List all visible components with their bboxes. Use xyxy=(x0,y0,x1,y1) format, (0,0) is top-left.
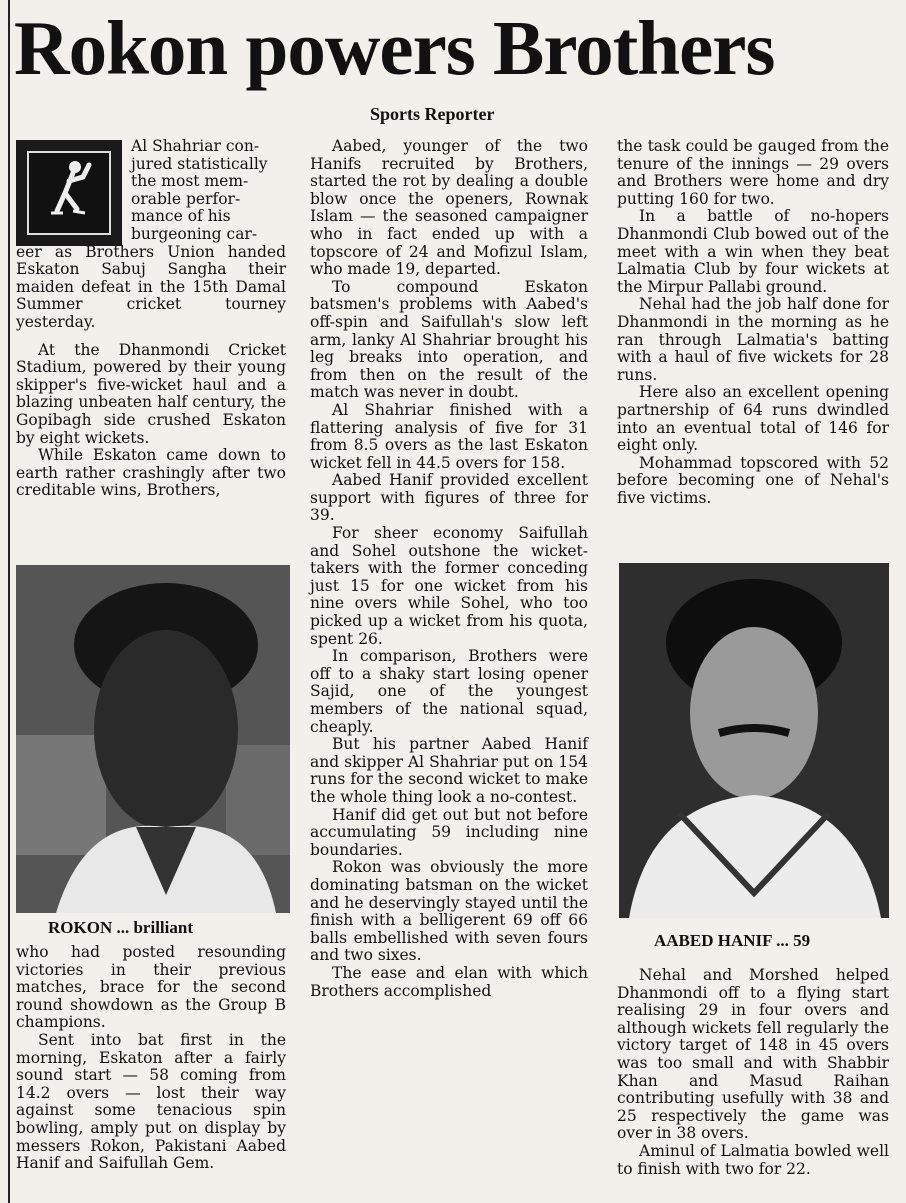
paragraph: eer as Brothers Union handed Eskaton Sabuj Sangha their maiden defeat in the 15th Damal Summer cricket tourney yesterday. xyxy=(16,242,286,331)
paragraph: the task could be gauged from the tenure of the innings — 29 overs and Brothers were home and dry putting 160 for two. xyxy=(617,137,889,208)
column-1-intro xyxy=(16,138,286,500)
photo-caption-aabed: AABED HANIF ... 59 xyxy=(654,931,811,950)
intro-line: orable perfor- xyxy=(131,189,241,208)
paragraph: Mohammad topscored with 52 before becoming one of Nehal's five victims. xyxy=(617,453,889,507)
intro-line: mance of his xyxy=(131,207,231,226)
paragraph: Nehal and Morshed helped Dhanmondi off to a flying start realising 29 in four overs and although wickets fell regularly the victory target of 148 in 45 overs was too small and with Shabbir Khan and Masud Raihan contributing usefully with 38 and 25 respectively the game was over in 38 overs. xyxy=(617,966,889,1143)
paragraph: Aabed Hanif provided excellent support with figures of three for 39. xyxy=(310,471,588,525)
intro-line: jured statistically xyxy=(131,154,268,173)
photo-caption-rokon: ROKON ... brilliant xyxy=(48,918,193,937)
paragraph: At the Dhanmondi Cricket Stadium, powered by their young skipper's five-wicket haul and a blazing unbeaten half century, the Gopibagh side crushed Eskaton by eight wickets. xyxy=(16,340,286,447)
paragraph: While Eskaton came down to earth rather crashingly after two creditable wins, Brothers, xyxy=(16,446,286,500)
paragraph: For sheer economy Saifullah and Sohel outshone the wicket-takers with the former conceding just 15 for one wicket from his nine overs while Sohel, who too picked up a wicket from his quota, spent 26. xyxy=(310,524,588,648)
paragraph: Aminul of Lalmatia bowled well to finish with two for 22. xyxy=(617,1141,889,1178)
rokon-photo xyxy=(16,565,290,913)
column-1-continued xyxy=(16,944,286,1173)
paragraph: In comparison, Brothers were off to a shaky start losing opener Sajid, one of the youngest members of the national squad, cheaply. xyxy=(310,647,588,736)
paragraph: Al Shahriar finished with a flattering analysis of five for 31 from 8.5 overs as the last Eskaton wicket fell in 44.5 overs for 158. xyxy=(310,400,588,472)
column-3-bottom xyxy=(617,967,889,1178)
column-2 xyxy=(310,138,588,1000)
paragraph: In a battle of no-hopers Dhanmondi Club bowed out of the meet with a win when they beat Lalmatia Club by four wickets at the Mirpur Pallabi ground. xyxy=(617,207,889,296)
paragraph: Rokon was obviously the more dominating batsman on the wicket and he deservingly stayed until the finish with a belligerent 69 off 66 balls embellished with seven fours and two sixes. xyxy=(310,858,588,965)
left-column-rule xyxy=(8,0,10,1203)
paragraph: Nehal had the job half done for Dhanmondi in the morning as he ran through Lalmatia's batting with a haul of five wickets for 28 runs. xyxy=(617,295,889,384)
paragraph: Hanif did get out but not before accumulating 59 including nine boundaries. xyxy=(310,805,588,859)
headline: Rokon powers Brothers xyxy=(14,5,775,91)
paragraph: Aabed, younger of the two Hanifs recruited by Brothers, started the rot by dealing a double blow once the openers, Rownak Islam — the seasoned campaigner who in fact ended up with a topscore of 24 and Mofizul Islam, who made 19, departed. xyxy=(310,137,588,279)
intro-line: Al Shahriar con- xyxy=(131,137,260,155)
paragraph: The ease and elan with which Brothers accomplished xyxy=(310,963,588,1000)
column-3-top xyxy=(617,138,889,507)
intro-line: the most mem- xyxy=(131,172,249,191)
byline: Sports Reporter xyxy=(370,104,495,124)
intro-line: burgeoning car- xyxy=(131,224,258,243)
aabed-hanif-photo xyxy=(619,563,889,918)
paragraph: Here also an excellent opening partnership of 64 runs dwindled into an eventual total of 146 for eight only. xyxy=(617,383,889,455)
paragraph: who had posted resounding victories in their previous matches, brace for the second round showdown as the Group B champions. xyxy=(16,943,286,1032)
paragraph: To compound Eskaton batsmen's problems with Aabed's off-spin and Saifullah's slow left arm, lanky Al Shahriar brought his leg breaks into operation, and from then on the result of the match was never in doubt. xyxy=(310,277,588,402)
paragraph: Sent into bat first in the morning, Eskaton after a fairly sound start — 58 coming from 14.2 overs — lost their way against some tenacious spin bowling, amply put on display by messers Rokon, Pakistani Aabed Hanif and Saifullah Gem. xyxy=(16,1030,286,1173)
paragraph: But his partner Aabed Hanif and skipper Al Shahriar put on 154 runs for the second wicket to make the whole thing look a no-contest. xyxy=(310,735,588,806)
